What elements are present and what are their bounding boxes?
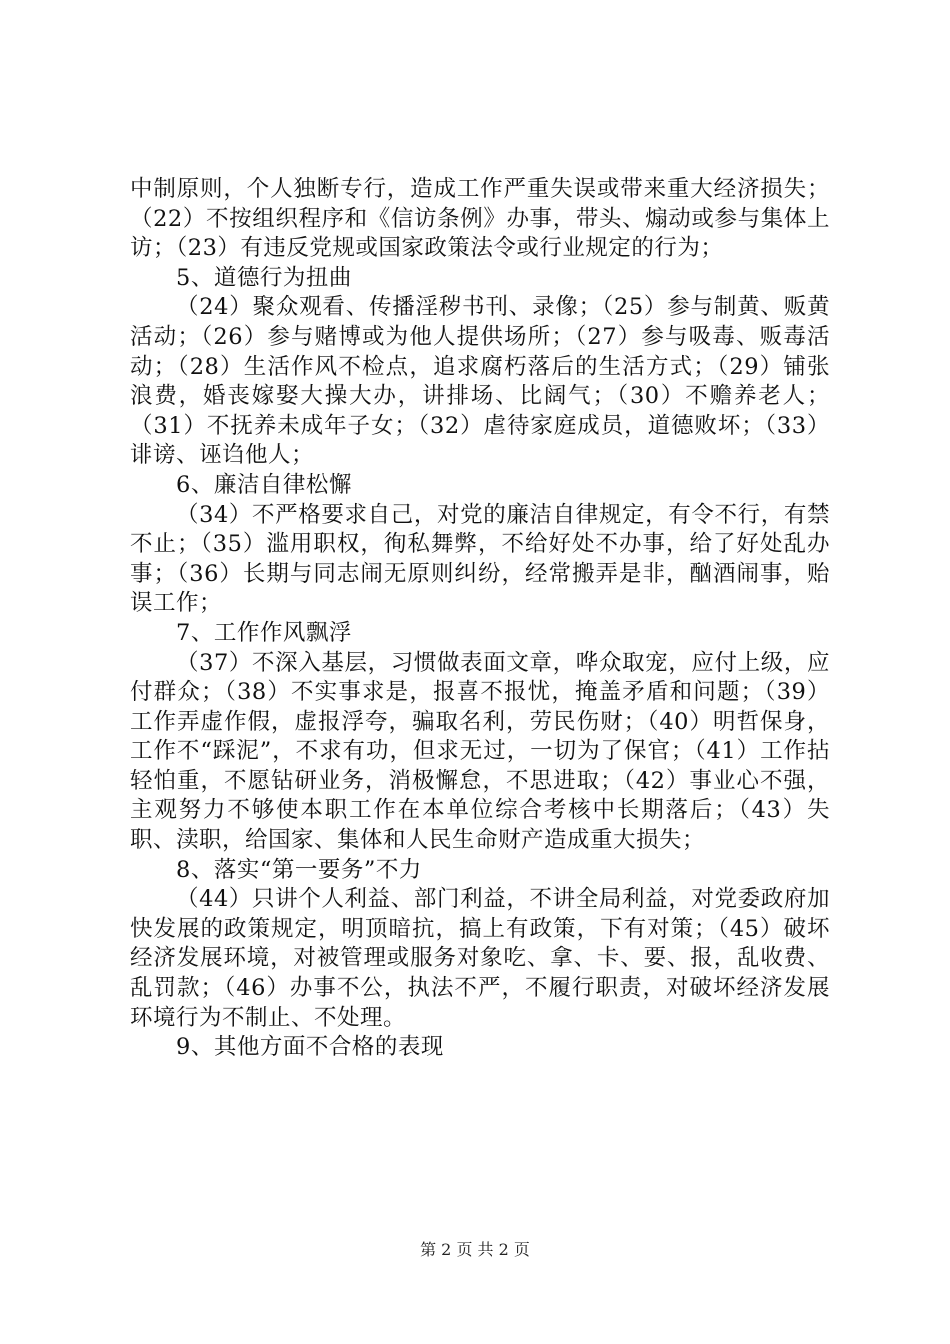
section-heading-8: 8、落实“第一要务”不力 [176,856,422,883]
page-footer [0,1240,950,1260]
section-heading-5: 5、道德行为扭曲 [176,264,352,291]
section-heading-6: 6、廉洁自律松懈 [176,471,352,498]
section-heading-9: 9、其他方面不合格的表现 [176,1034,444,1061]
paragraph-section-5: （24）聚众观看、传播淫秽书刊、录像；（25）参与制黄、贩黄活动；（26）参与赌博或为他人提供场所；（27）参与吸毒、贩毒活动；（28）生活作风不检点，追求腐朽落后的生活方式；（29）铺张浪费，婚丧嫁娶大操大办，讲排场、比阔气；（30）不赡养老人；（31）不抚养未成年子女；（32）虐待家庭成员，道德败坏；（33）诽谤、诬诌他人； [130,294,830,469]
document-body [130,175,830,1063]
paragraph-section-8: （44）只讲个人利益、部门利益，不讲全局利益，对党委政府加快发展的政策规定，明顶暗抗，搞上有政策，下有对策；（45）破坏经济发展环境，对被管理或服务对象吃、拿、卡、要、报，乱收费、乱罚款；（46）办事不公，执法不严，不履行职责，对破坏经济发展环境行为不制止、不处理。 [130,886,830,1031]
paragraph-section-6: （34）不严格要求自己，对党的廉洁自律规定，有令不行，有禁不止；（35）滥用职权，徇私舞弊，不给好处不办事，给了好处乱办事；（36）长期与同志闹无原则纠纷，经常搬弄是非，酗酒闹事，贻误工作； [130,501,830,617]
paragraph-continuation: 中制原则，个人独断专行，造成工作严重失误或带来重大经济损失；（22）不按组织程序和《信访条例》办事，带头、煽动或参与集体上访；（23）有违反党规或国家政策法令或行业规定的行为； [130,176,830,262]
paragraph-section-7: （37）不深入基层，习惯做表面文章，哗众取宠，应付上级，应付群众；（38）不实事求是，报喜不报忧，掩盖矛盾和问题；（39）工作弄虚作假，虚报浮夸，骗取名利，劳民伤财；（40）明哲保身，工作不“踩泥”，不求有功，但求无过，一切为了保官；（41）工作拈轻怕重，不愿钻研业务，消极懈怠，不思进取；（42）事业心不强，主观努力不够使本职工作在本单位综合考核中长期落后；（43）失职、渎职，给国家、集体和人民生命财产造成重大损失； [130,649,830,854]
page-number-label: 第 2 页 共 2 页 [420,1240,530,1259]
section-heading-7: 7、工作作风飘浮 [176,619,352,646]
